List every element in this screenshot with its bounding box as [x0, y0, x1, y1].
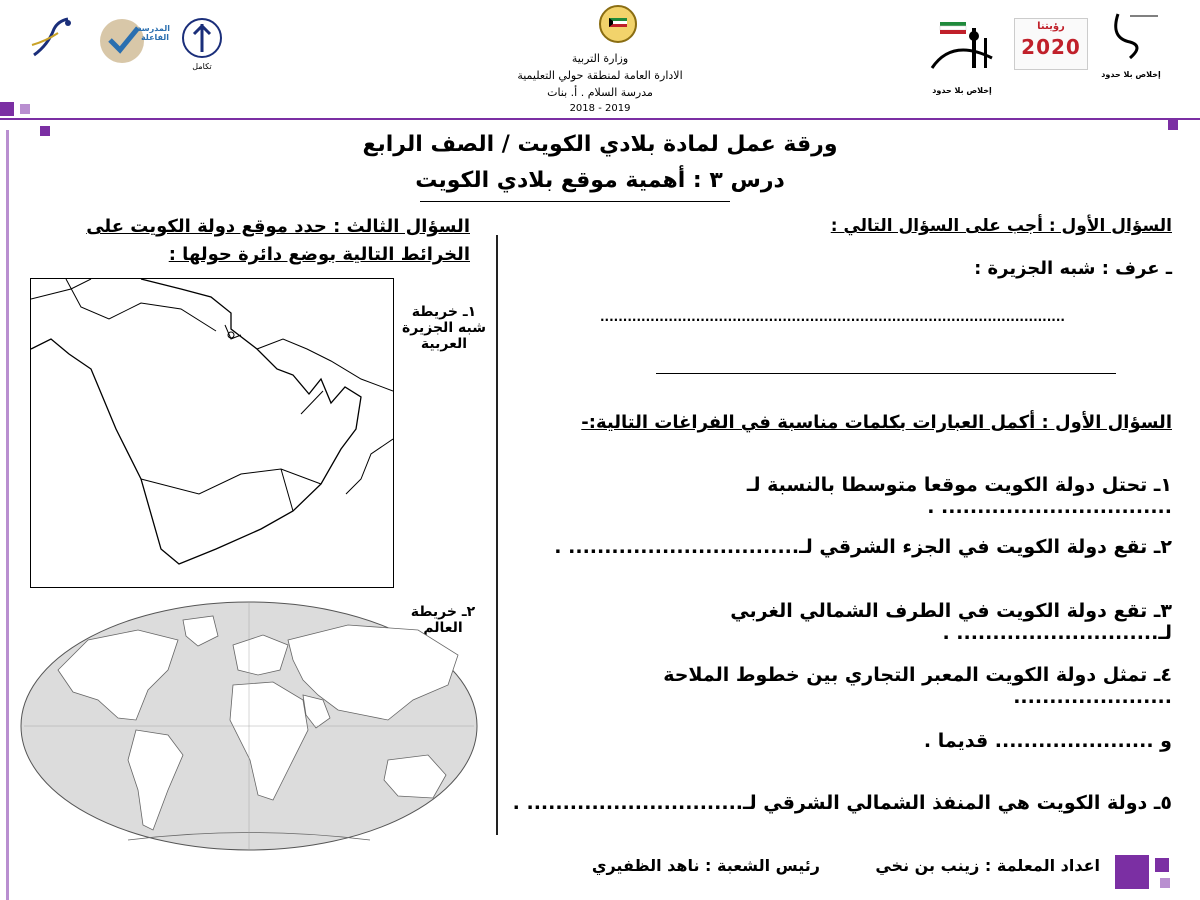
- vision-slogan-2: إخلاص بلا حدود: [1101, 70, 1161, 79]
- column-divider: [496, 235, 498, 835]
- footer-teacher: اعداد المعلمة : زينب بن نخي: [875, 856, 1100, 875]
- ministry-name: وزارة التربية: [571, 52, 629, 65]
- arabian-peninsula-map[interactable]: [30, 278, 394, 588]
- vision-logo-2: [1100, 8, 1162, 88]
- vision-year: 2020: [1021, 35, 1081, 59]
- map2-caption-line2: العالم: [423, 620, 463, 636]
- fill-item-1: ١ـ تحتل دولة الكويت موقعا متوسطا بالنسبة لـ ................................ .: [746, 474, 1172, 518]
- vision-logo-1: [922, 8, 1002, 98]
- emblem-icon: [598, 4, 638, 44]
- q1-define: ـ عرف : شبه الجزيرة :: [974, 258, 1172, 279]
- accent-square-left-2: [20, 104, 30, 114]
- accent-vline-left: [6, 130, 9, 900]
- accent-square-left-3: [40, 126, 50, 136]
- accent-square-right: [1168, 120, 1178, 130]
- takamul-logo: [180, 16, 224, 76]
- school-year: 2018 - 2019: [569, 103, 631, 114]
- vision-title: رؤيتنا: [1037, 21, 1065, 32]
- q1-heading: السؤال الأول : أجب على السؤال التالي :: [830, 216, 1172, 236]
- kuwait-emblem: [598, 4, 638, 44]
- accent-square-left: [0, 102, 14, 116]
- map1-caption: [396, 304, 492, 352]
- accent-bar-top: [0, 118, 1200, 120]
- map1-caption-line1: ١ـ خريطة: [411, 304, 477, 320]
- fill-item-3: ٣ـ تقع دولة الكويت في الطرف الشمالي الغربي لـ............................ .: [730, 600, 1172, 644]
- q3-heading-line2: الخرائط التالية بوضع دائرة حولها :: [168, 244, 470, 265]
- signature-logo-icon: [1100, 8, 1162, 64]
- directorate-name: الادارة العامة لمنطقة حولي التعليمية: [517, 69, 683, 82]
- school-name: مدرسة السلام . أ. بنات: [547, 86, 653, 99]
- vision-2020-logo: [1014, 18, 1088, 70]
- map1-caption-line3: العربية: [420, 336, 468, 352]
- fill-item-2: ٢ـ تقع دولة الكويت في الجزء الشرقي لـ................................ .: [554, 536, 1172, 558]
- q1-answer-dots: ......................................................................................................: [600, 310, 1065, 324]
- world-map[interactable]: [18, 600, 480, 852]
- q1-answer-line: [656, 373, 1116, 374]
- q3-heading-line1: السؤال الثالث : حدد موقع دولة الكويت على: [86, 216, 470, 237]
- map2-caption-line1: ٢ـ خريطة: [410, 604, 476, 620]
- worksheet-title: ورقة عمل لمادة بلادي الكويت / الصف الرابع: [362, 132, 838, 157]
- effective-school-label: المدرسة الفاعلة: [136, 24, 170, 42]
- ministry-logo-left-1: [28, 15, 76, 63]
- fill-item-5: ٥ـ دولة الكويت هي المنفذ الشمالي الشرقي لـ.............................. .: [512, 792, 1172, 814]
- accent-square-bottom-3: [1160, 878, 1170, 888]
- lesson-title: درس ٣ : أهمية موقع بلادي الكويت: [415, 168, 785, 193]
- world-outline-svg: [18, 600, 480, 852]
- peninsula-outline-svg: [31, 279, 393, 587]
- accent-square-bottom: [1115, 855, 1149, 889]
- fill-item-4-cont: و ...................... قديما .: [923, 730, 1172, 752]
- q2-heading: السؤال الأول : أكمل العبارات بكلمات مناسبة في الفراغات التالية:-: [581, 412, 1172, 433]
- takamul-label: تكامل: [192, 62, 212, 71]
- effective-school-logo: [92, 16, 170, 66]
- swirl-logo-icon: [28, 15, 76, 63]
- accent-square-bottom-2: [1155, 858, 1169, 872]
- lesson-title-underline: [420, 201, 730, 202]
- map1-caption-line2: شبه الجزيرة: [402, 320, 486, 336]
- takamul-icon: [180, 16, 224, 60]
- vision-slogan-1: إخلاص بلا حدود: [932, 86, 992, 95]
- fill-item-4: ٤ـ تمثل دولة الكويت المعبر التجاري بين خطوط الملاحة ......................: [663, 664, 1172, 708]
- towers-logo-icon: [922, 8, 1002, 78]
- footer-head: رئيس الشعبة : ناهد الظفيري: [591, 856, 820, 875]
